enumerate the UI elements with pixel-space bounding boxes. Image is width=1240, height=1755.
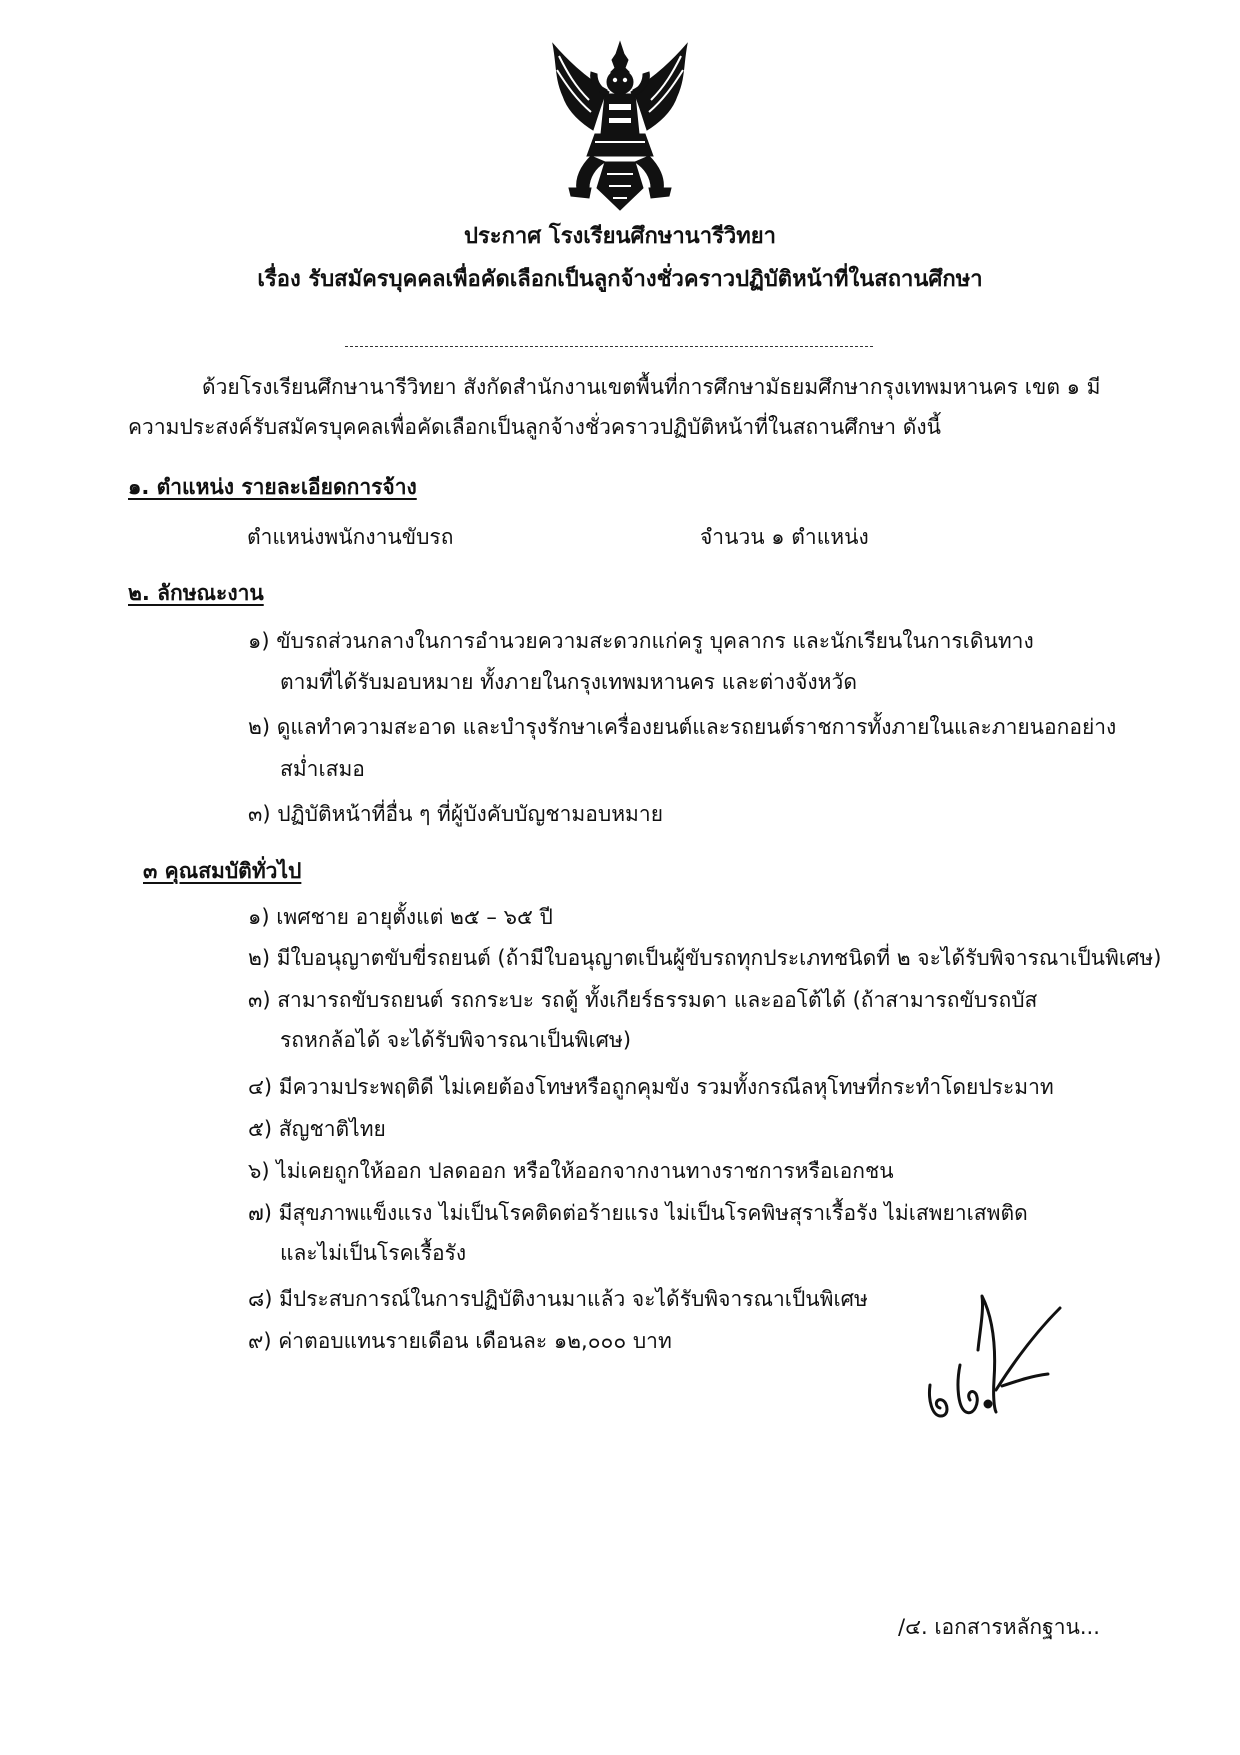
qualification-line: และไม่เป็นโรคเรื้อรัง xyxy=(280,1241,467,1265)
qualification-line: ๘) มีประสบการณ์ในการปฏิบัติงานมาแล้ว จะได้รับพิจารณาเป็นพิเศษ xyxy=(248,1287,868,1311)
duty-line: ๓) ปฏิบัติหน้าที่อื่น ๆ ที่ผู้บังคับบัญชามอบหมาย xyxy=(248,802,663,826)
duty-line: สม่ำเสมอ xyxy=(280,757,365,781)
qualification-line: รถหกล้อได้ จะได้รับพิจารณาเป็นพิเศษ) xyxy=(280,1028,632,1052)
position-name: ตำแหน่งพนักงานขับรถ xyxy=(247,525,454,549)
qualification-line: ๙) ค่าตอบแทนรายเดือน เดือนละ ๑๒,๐๐๐ บาท xyxy=(248,1329,672,1353)
qualification-line: ๓) สามารถขับรถยนต์ รถกระบะ รถตู้ ทั้งเกียร์ธรรมดา และออโต้ได้ (ถ้าสามารถขับรถบัส xyxy=(248,988,1038,1012)
qualification-line: ๕) สัญชาติไทย xyxy=(248,1117,386,1141)
continuation-marker: /๔. เอกสารหลักฐาน... xyxy=(898,1615,1100,1639)
intro-line-2: ความประสงค์รับสมัครบุคคลเพื่อคัดเลือกเป็นลูกจ้างชั่วคราวปฏิบัติหน้าที่ในสถานศึกษา ดังนี้ xyxy=(128,415,941,439)
section-1-heading: ๑. ตำแหน่ง รายละเอียดการจ้าง xyxy=(128,475,417,499)
qualification-line: ๑) เพศชาย อายุตั้งแต่ ๒๕ – ๖๕ ปี xyxy=(248,905,553,929)
qualification-line: ๖) ไม่เคยถูกให้ออก ปลดออก หรือให้ออกจากงานทางราชการหรือเอกชน xyxy=(248,1159,894,1183)
duty-line: ๑) ขับรถส่วนกลางในการอำนวยความสะดวกแก่ครู บุคลากร และนักเรียนในการเดินทาง xyxy=(248,629,1034,653)
dashed-divider xyxy=(345,346,873,347)
position-count: จำนวน ๑ ตำแหน่ง xyxy=(700,525,869,549)
intro-line-1: ด้วยโรงเรียนศึกษานารีวิทยา สังกัดสำนักงานเขตพื้นที่การศึกษามัธยมศึกษากรุงเทพมหานคร เขต ๑ มี xyxy=(202,375,1101,399)
announcement-subject: เรื่อง รับสมัครบุคคลเพื่อคัดเลือกเป็นลูกจ้างชั่วคราวปฏิบัติหน้าที่ในสถานศึกษา xyxy=(257,267,983,292)
qualification-line: ๗) มีสุขภาพแข็งแรง ไม่เป็นโรคติดต่อร้ายแรง ไม่เป็นโรคพิษสุราเรื้อรัง ไม่เสพยาเสพติด xyxy=(248,1201,1028,1225)
duty-line: ๒) ดูแลทำความสะอาด และบำรุงรักษาเครื่องยนต์และรถยนต์ราชการทั้งภายในและภายนอกอย่าง xyxy=(248,715,1117,739)
qualification-line: ๒) มีใบอนุญาตขับขี่รถยนต์ (ถ้ามีใบอนุญาตเป็นผู้ขับรถทุกประเภทชนิดที่ ๒ จะได้รับพิจารณาเป็นพิเศษ) xyxy=(248,946,1162,970)
duty-line: ตามที่ได้รับมอบหมาย ทั้งภายในกรุงเทพมหานคร และต่างจังหวัด xyxy=(280,670,857,694)
section-3-heading: ๓ คุณสมบัติทั่วไป xyxy=(143,859,302,883)
section-2-heading: ๒. ลักษณะงาน xyxy=(128,581,264,605)
garuda-emblem xyxy=(545,38,695,218)
handwritten-initials xyxy=(920,1290,1070,1430)
qualification-line: ๔) มีความประพฤติดี ไม่เคยต้องโทษหรือถูกคุมขัง รวมทั้งกรณีลหุโทษที่กระทำโดยประมาท xyxy=(248,1075,1054,1099)
announcement-title: ประกาศ โรงเรียนศึกษานารีวิทยา xyxy=(464,224,776,249)
